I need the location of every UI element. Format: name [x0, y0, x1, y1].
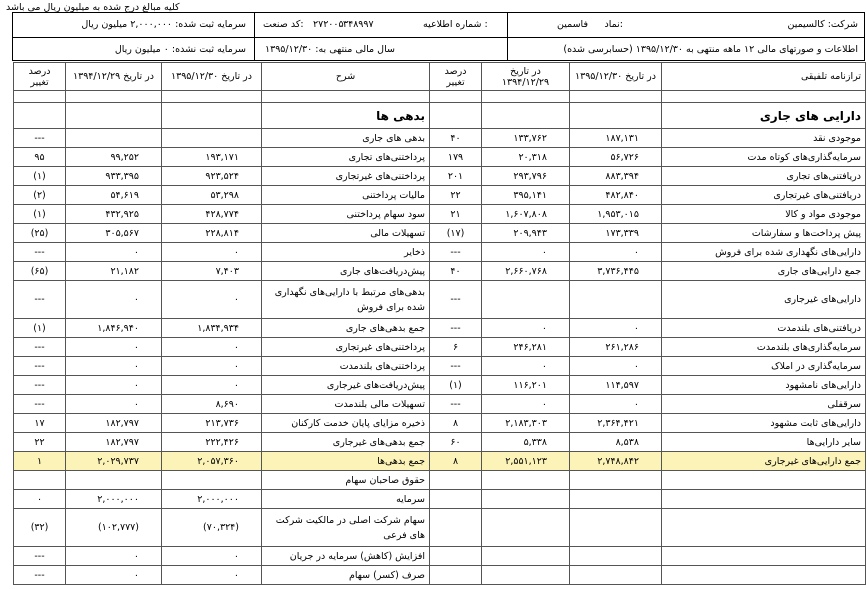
asset-label [662, 509, 866, 547]
asset-cur-value [570, 509, 662, 547]
asset-label: سرمایه‌گذاری در املاک [662, 357, 866, 376]
liability-label: افزایش (کاهش) سرمایه در جریان [262, 547, 430, 566]
liability-prev-value: ۰ [66, 281, 162, 319]
liability-cur-value: ۲۲۸,۸۱۴ [162, 224, 262, 243]
notice-code-label: شماره اطلاعیه : [423, 19, 488, 30]
liability-prev-value: ۳۰۵,۵۶۷ [66, 224, 162, 243]
liability-change: ۰ [14, 490, 66, 509]
asset-label: سرمایه‌گذاری‌های بلندمدت [662, 338, 866, 357]
liability-prev-value: ۱۸۲,۷۹۷ [66, 433, 162, 452]
table-row [14, 281, 866, 319]
asset-change: --- [430, 319, 482, 338]
unregistered-capital: سرمایه ثبت نشده: ۰ میلیون ریال [114, 44, 246, 55]
statement-title: اطلاعات و صورتهای مالی ۱۲ ماهه منتهی به ۱۳۹۵/۱۲/۳۰ (حسابرسی شده) [563, 44, 858, 55]
asset-label: موجودی نقد [662, 129, 866, 148]
asset-label: سایر دارایی‌ها [662, 433, 866, 452]
fiscal-year: سال مالی منتهی به: ۱۳۹۵/۱۲/۳۰ [265, 44, 395, 55]
liability-change: --- [14, 357, 66, 376]
amounts-note: کلیه مبالغ درج شده به میلیون ریال می باشد [6, 2, 180, 13]
liability-cur-value: ۸,۶۹۰ [162, 395, 262, 414]
liability-cur-value: ۲۱۳,۷۳۶ [162, 414, 262, 433]
liability-cur-value: ۲,۰۰۰,۰۰۰ [162, 490, 262, 509]
liability-change: --- [14, 338, 66, 357]
asset-cur-value: ۲,۷۴۸,۸۴۲ [570, 452, 662, 471]
asset-label: سرقفلی [662, 395, 866, 414]
asset-cur-value: ۲۶۱,۲۸۶ [570, 338, 662, 357]
liability-prev-value [66, 129, 162, 148]
table-row [14, 547, 866, 566]
asset-cur-value: ۴۸۲,۸۴۰ [570, 186, 662, 205]
spacer-row [14, 91, 866, 103]
asset-cur-value: ۱۷۳,۳۳۹ [570, 224, 662, 243]
asset-label: جمع دارایی‌های جاری [662, 262, 866, 281]
asset-cur-value: ۸۸۳,۳۹۴ [570, 167, 662, 186]
asset-change: --- [430, 395, 482, 414]
col-asset-desc: ترازنامه تلفیقی [662, 63, 866, 91]
asset-change: (۱) [430, 376, 482, 395]
liability-label: جمع بدهی‌های غیرجاری [262, 433, 430, 452]
table-row [14, 395, 866, 414]
liability-prev-value: ۰ [66, 395, 162, 414]
asset-prev-value [482, 547, 570, 566]
liability-label: پرداختنی‌های غیرتجاری [262, 167, 430, 186]
asset-prev-value: ۰ [482, 319, 570, 338]
asset-cur-value: ۳,۷۳۶,۴۴۵ [570, 262, 662, 281]
liability-change [14, 471, 66, 490]
asset-prev-value: ۰ [482, 357, 570, 376]
balance-sheet-table [13, 62, 866, 585]
asset-prev-value: ۲,۶۶۰,۷۶۸ [482, 262, 570, 281]
asset-change: ۸ [430, 452, 482, 471]
table-row [14, 433, 866, 452]
liability-cur-value: ۰ [162, 547, 262, 566]
liability-cur-value: ۰ [162, 357, 262, 376]
liability-cur-value: ۵۳,۲۹۸ [162, 186, 262, 205]
liability-cur-value: ۱۹۳,۱۷۱ [162, 148, 262, 167]
asset-prev-value [482, 566, 570, 585]
liability-prev-value: ۲,۰۰۰,۰۰۰ [66, 490, 162, 509]
liability-label: ذخیره مزایای پایان خدمت کارکنان [262, 414, 430, 433]
asset-cur-value [570, 490, 662, 509]
table-row [14, 414, 866, 433]
section-row [14, 103, 866, 129]
liability-cur-value [162, 129, 262, 148]
asset-prev-value: ۵,۳۳۸ [482, 433, 570, 452]
liability-change: ۹۵ [14, 148, 66, 167]
liability-prev-value: ۱,۸۴۶,۹۴۰ [66, 319, 162, 338]
asset-change: ۸ [430, 414, 482, 433]
table-row [14, 262, 866, 281]
liability-cur-value: ۷,۴۰۳ [162, 262, 262, 281]
asset-prev-value: ۲,۱۸۳,۳۰۳ [482, 414, 570, 433]
asset-cur-value: ۰ [570, 319, 662, 338]
table-row [14, 357, 866, 376]
liability-label: حقوق صاحبان سهام [262, 471, 430, 490]
asset-prev-value: ۱۳۳,۷۶۲ [482, 129, 570, 148]
asset-change: ۴۰ [430, 129, 482, 148]
table-row [14, 319, 866, 338]
liability-change: (۱) [14, 167, 66, 186]
asset-prev-value: ۲۹۳,۷۹۶ [482, 167, 570, 186]
liability-label: مالیات پرداختنی [262, 186, 430, 205]
liability-change: --- [14, 281, 66, 319]
liability-prev-value: ۴۳۲,۹۲۵ [66, 205, 162, 224]
col-liab-prev: در تاریخ ۱۳۹۴/۱۲/۲۹ [66, 63, 162, 91]
liability-label: پرداختنی‌های بلندمدت [262, 357, 430, 376]
liability-cur-value: ۰ [162, 376, 262, 395]
col-asset-cur: در تاریخ ۱۳۹۵/۱۲/۳۰ [570, 63, 662, 91]
asset-prev-value: ۲۰۹,۹۴۳ [482, 224, 570, 243]
asset-label [662, 547, 866, 566]
asset-cur-value [570, 547, 662, 566]
liability-prev-value: (۱۰۲,۷۷۷) [66, 509, 162, 547]
liability-cur-value: ۰ [162, 243, 262, 262]
registered-capital: سرمایه ثبت شده: ۲,۰۰۰,۰۰۰ میلیون ریال [81, 19, 246, 30]
company-name: شرکت: کالسیمین [787, 19, 858, 30]
liability-label: پیش‌دریافت‌های غیرجاری [262, 376, 430, 395]
report-header [12, 12, 865, 61]
asset-prev-value: ۱۱۶,۲۰۱ [482, 376, 570, 395]
asset-cur-value: ۱,۹۵۳,۰۱۵ [570, 205, 662, 224]
asset-label: دارایی‌های غیرجاری [662, 281, 866, 319]
table-row [14, 376, 866, 395]
liability-label: جمع بدهی‌های جاری [262, 319, 430, 338]
asset-label [662, 471, 866, 490]
asset-prev-value [482, 281, 570, 319]
asset-prev-value: ۳۹۵,۱۴۱ [482, 186, 570, 205]
table-header-row [14, 63, 866, 91]
liability-prev-value [66, 471, 162, 490]
col-liab-desc: شرح [262, 63, 430, 91]
liability-prev-value: ۰ [66, 376, 162, 395]
notice-code-value: ۳۴۸۹۹۷ [343, 19, 374, 30]
asset-prev-value [482, 490, 570, 509]
asset-label: موجودی مواد و کالا [662, 205, 866, 224]
asset-label [662, 566, 866, 585]
asset-prev-value: ۱,۶۰۷,۸۰۸ [482, 205, 570, 224]
col-liab-cur: در تاریخ ۱۳۹۵/۱۲/۳۰ [162, 63, 262, 91]
liability-change: (۲۵) [14, 224, 66, 243]
asset-label: دارایی‌های نگهداری شده برای فروش [662, 243, 866, 262]
liability-cur-value: ۴۲۸,۷۷۴ [162, 205, 262, 224]
liability-cur-value: ۰ [162, 338, 262, 357]
col-asset-prev: در تاریخ ۱۳۹۴/۱۲/۲۹ [482, 63, 570, 91]
liability-prev-value: ۰ [66, 243, 162, 262]
liability-prev-value: ۲۱,۱۸۲ [66, 262, 162, 281]
liability-change: ۱۷ [14, 414, 66, 433]
liability-change: (۳۲) [14, 509, 66, 547]
asset-change [430, 509, 482, 547]
liability-change: --- [14, 243, 66, 262]
asset-change: ۶ [430, 338, 482, 357]
liability-change: --- [14, 395, 66, 414]
liability-cur-value: (۷۰,۳۲۴) [162, 509, 262, 547]
liability-change: ۱ [14, 452, 66, 471]
table-row [14, 129, 866, 148]
asset-change: ۱۷۹ [430, 148, 482, 167]
liability-prev-value: ۰ [66, 547, 162, 566]
liability-change: --- [14, 547, 66, 566]
liability-change: (۶۵) [14, 262, 66, 281]
asset-cur-value: ۲,۳۶۴,۴۲۱ [570, 414, 662, 433]
asset-prev-value [482, 509, 570, 547]
liability-change: --- [14, 376, 66, 395]
table-row [14, 167, 866, 186]
liability-label: ذخایر [262, 243, 430, 262]
table-row [14, 243, 866, 262]
asset-prev-value: ۲,۵۵۱,۱۲۳ [482, 452, 570, 471]
table-row [14, 186, 866, 205]
asset-cur-value: ۵۶,۷۲۶ [570, 148, 662, 167]
asset-label: جمع دارایی‌های غیرجاری [662, 452, 866, 471]
liability-label: سرمایه [262, 490, 430, 509]
asset-change: ۲۲ [430, 186, 482, 205]
asset-cur-value: ۱۱۴,۵۹۷ [570, 376, 662, 395]
liability-cur-value: ۰ [162, 281, 262, 319]
table-row [14, 224, 866, 243]
liability-cur-value: ۹۲۳,۵۲۴ [162, 167, 262, 186]
liability-prev-value: ۱۸۲,۷۹۷ [66, 414, 162, 433]
liability-label: سود سهام پرداختنی [262, 205, 430, 224]
liability-prev-value: ۹۹,۲۵۲ [66, 148, 162, 167]
liability-label: تسهیلات مالی بلندمدت [262, 395, 430, 414]
symbol-label: نماد: [604, 19, 623, 30]
liability-cur-value [162, 471, 262, 490]
liability-change: (۱) [14, 319, 66, 338]
liability-prev-value: ۲,۰۲۹,۷۳۷ [66, 452, 162, 471]
asset-cur-value: ۱۸۷,۱۳۱ [570, 129, 662, 148]
asset-change: --- [430, 357, 482, 376]
liability-prev-value: ۹۳۳,۳۹۵ [66, 167, 162, 186]
asset-label: سرمایه‌گذاری‌های کوتاه مدت [662, 148, 866, 167]
asset-change: (۱۷) [430, 224, 482, 243]
asset-label: پیش پرداخت‌ها و سفارشات [662, 224, 866, 243]
asset-label: دریافتنی‌های بلندمدت [662, 319, 866, 338]
liability-cur-value: ۱,۸۳۴,۹۳۴ [162, 319, 262, 338]
liability-label: صرف (کسر) سهام [262, 566, 430, 585]
liability-prev-value: ۰ [66, 357, 162, 376]
liability-change: --- [14, 566, 66, 585]
liability-prev-value: ۰ [66, 566, 162, 585]
asset-cur-value: ۰ [570, 243, 662, 262]
asset-change [430, 566, 482, 585]
asset-change: ۴۰ [430, 262, 482, 281]
asset-label: دریافتنی‌های تجاری [662, 167, 866, 186]
table-row [14, 509, 866, 547]
table-row [14, 566, 866, 585]
asset-cur-value: ۸,۵۳۸ [570, 433, 662, 452]
asset-change [430, 490, 482, 509]
asset-cur-value [570, 471, 662, 490]
liability-label: سهام شرکت اصلی در مالکیت شرکت های فرعی [262, 509, 430, 547]
asset-cur-value [570, 281, 662, 319]
liability-prev-value: ۰ [66, 338, 162, 357]
section-current-assets: دارایی های جاری [662, 103, 866, 129]
liability-cur-value: ۲,۰۵۷,۳۶۰ [162, 452, 262, 471]
liability-label: پرداختنی‌های تجاری [262, 148, 430, 167]
liability-label: جمع بدهی‌ها [262, 452, 430, 471]
asset-label: دارایی‌های ثابت مشهود [662, 414, 866, 433]
symbol-value: فاسمین [557, 19, 588, 30]
col-liab-change: درصد تغییر [14, 63, 66, 91]
asset-change: ۲۱ [430, 205, 482, 224]
asset-change [430, 547, 482, 566]
table-row [14, 471, 866, 490]
asset-prev-value: ۰ [482, 395, 570, 414]
asset-change: --- [430, 281, 482, 319]
table-row [14, 490, 866, 509]
asset-prev-value: ۲۰,۳۱۸ [482, 148, 570, 167]
asset-change: --- [430, 243, 482, 262]
table-row [14, 205, 866, 224]
industry-label: کد صنعت: [263, 19, 304, 30]
col-asset-change: درصد تغییر [430, 63, 482, 91]
asset-cur-value: ۰ [570, 395, 662, 414]
liability-label: بدهی‌های مرتبط با دارایی‌های نگهداری شده برای فروش [262, 281, 430, 319]
asset-prev-value [482, 471, 570, 490]
asset-prev-value: ۰ [482, 243, 570, 262]
asset-change: ۶۰ [430, 433, 482, 452]
liability-label: پیش‌دریافت‌های جاری [262, 262, 430, 281]
asset-cur-value [570, 566, 662, 585]
asset-change: ۲۰۱ [430, 167, 482, 186]
table-row [14, 148, 866, 167]
liability-label: تسهیلات مالی [262, 224, 430, 243]
liability-change: ۲۲ [14, 433, 66, 452]
liability-change: (۲) [14, 186, 66, 205]
asset-label [662, 490, 866, 509]
table-row [14, 338, 866, 357]
liability-label: بدهی های جاری [262, 129, 430, 148]
liability-cur-value: ۰ [162, 566, 262, 585]
asset-cur-value: ۰ [570, 357, 662, 376]
asset-label: دارایی‌های نامشهود [662, 376, 866, 395]
liability-prev-value: ۵۴,۶۱۹ [66, 186, 162, 205]
liability-label: پرداختنی‌های غیرتجاری [262, 338, 430, 357]
asset-prev-value: ۲۴۶,۲۸۱ [482, 338, 570, 357]
table-row [14, 452, 866, 471]
industry-value: ۲۷۲۰۰۵ [313, 19, 344, 30]
asset-label: دریافتنی‌های غیرتجاری [662, 186, 866, 205]
liability-change: --- [14, 129, 66, 148]
liability-cur-value: ۲۲۲,۴۲۶ [162, 433, 262, 452]
liability-change: (۱) [14, 205, 66, 224]
section-liabilities: بدهی ها [262, 103, 430, 129]
asset-change [430, 471, 482, 490]
